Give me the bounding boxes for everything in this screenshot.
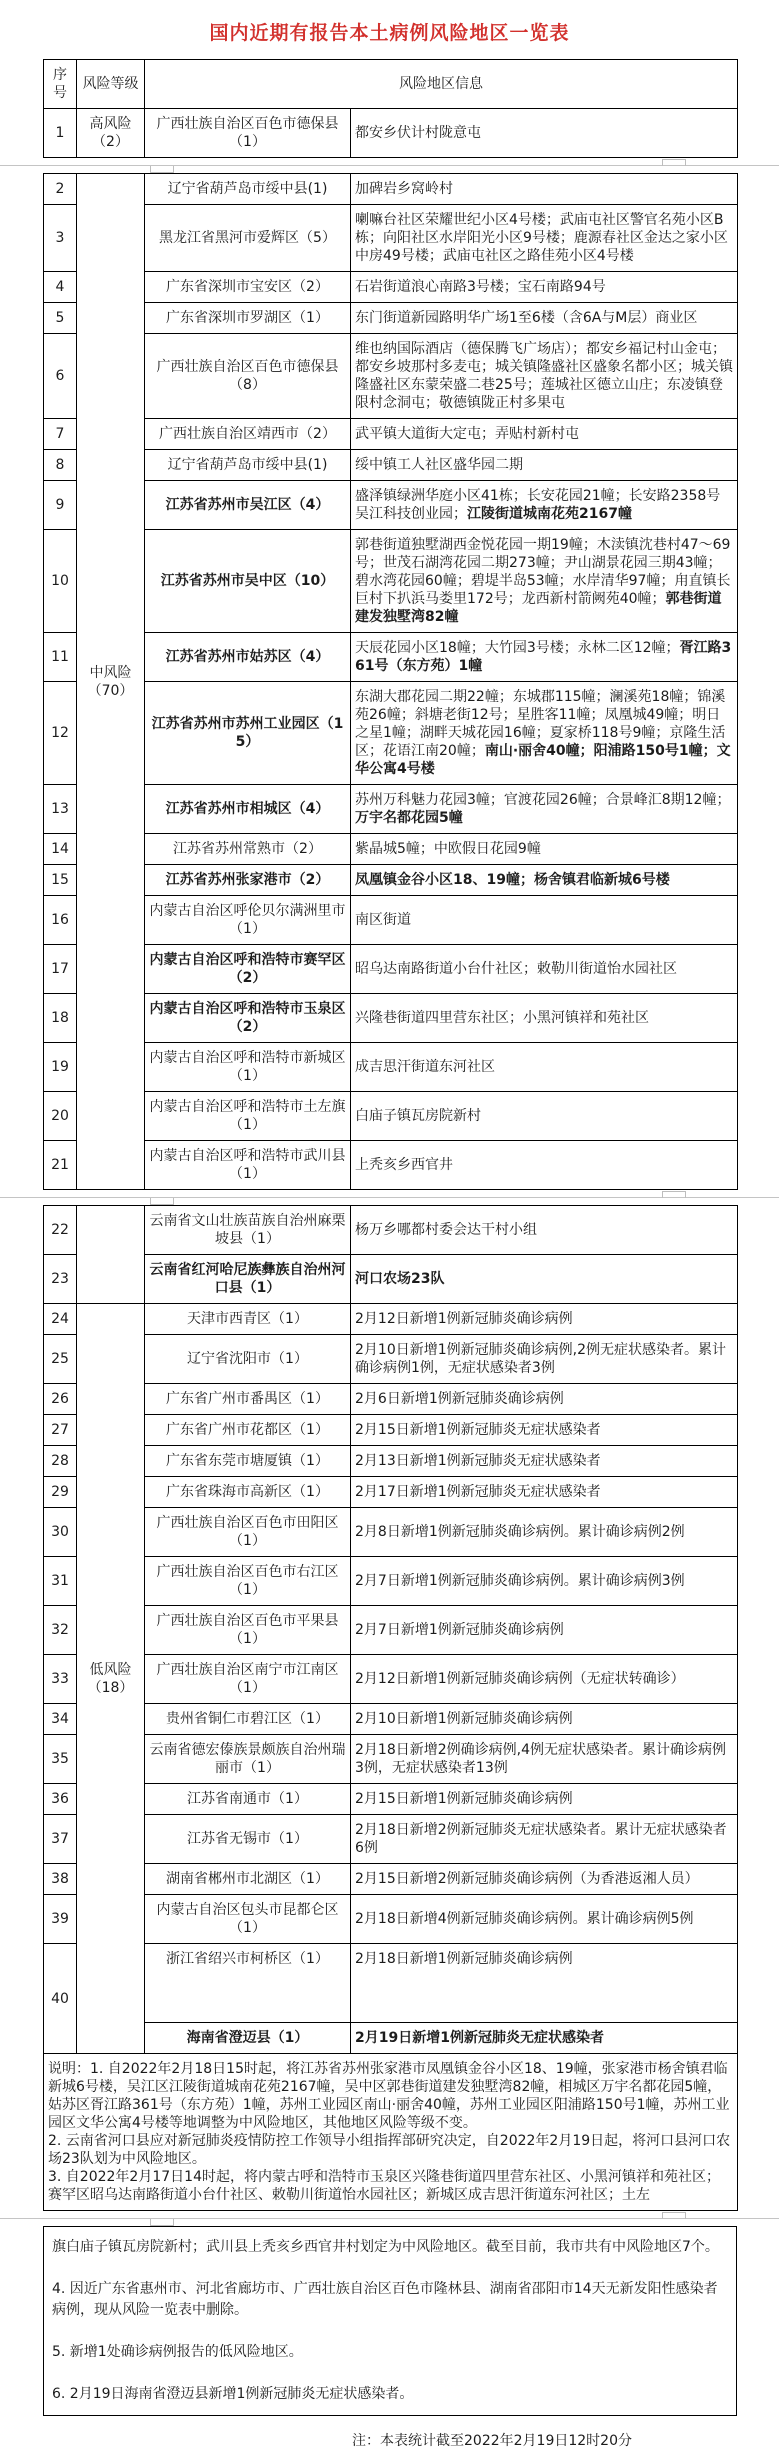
detail-text: 喇嘛台社区荣耀世纪小区4号楼；武庙屯社区警官名苑小区B栋；向阳社区水岸阳光小区9号楼；鹿源春社区金达之家小区中房49号楼；武庙屯社区之路佳苑小区4号楼 xyxy=(355,212,728,264)
detail-cell xyxy=(351,530,738,633)
table-continuation-mark xyxy=(150,166,174,173)
detail-text: 2月15日新增1例新冠肺炎确诊病例 xyxy=(355,1791,573,1807)
detail-cell xyxy=(351,1446,738,1477)
row-serial: 39 xyxy=(44,1895,77,1944)
location-cell: 黑龙江省黑河市爱辉区（5） xyxy=(145,205,351,272)
detail-text-bold: 郭巷街道建发独墅湾82幢 xyxy=(355,591,722,625)
table-row xyxy=(44,1092,738,1141)
table-continuation-mark xyxy=(150,1198,174,1205)
page-break xyxy=(0,2211,779,2226)
row-serial: 27 xyxy=(44,1415,77,1446)
table-row xyxy=(44,1415,738,1446)
table-row xyxy=(44,865,738,896)
detail-cell xyxy=(351,1092,738,1141)
detail-text: 东门街道新园路明华广场1至6楼（含6A与M层）商业区 xyxy=(355,310,698,326)
location-cell: 广东省广州市番禺区（1） xyxy=(145,1384,351,1415)
table-row xyxy=(44,945,738,994)
detail-text: 紫晶城5幢；中欧假日花园9幢 xyxy=(355,841,541,857)
location-cell: 广西壮族自治区百色市田阳区（1） xyxy=(145,1508,351,1557)
table-row xyxy=(44,1304,738,1335)
table-row xyxy=(44,1446,738,1477)
note-paragraph: 3. 自2022年2月17日14时起，将内蒙古呼和浩特市玉泉区兴隆巷街道四里营东社区、小黑河镇祥和苑社区；赛罕区昭乌达南路街道小台什社区、敕勒川街道怡水园社区；新城区成吉思汗街道东河社区；土左 xyxy=(48,2169,720,2203)
location-cell: 广东省广州市花都区（1） xyxy=(145,1415,351,1446)
row-serial: 19 xyxy=(44,1043,77,1092)
row-serial: 36 xyxy=(44,1784,77,1815)
detail-cell xyxy=(351,1864,738,1895)
table-continuation-mark xyxy=(662,2212,686,2219)
row-serial: 24 xyxy=(44,1304,77,1335)
location-cell: 江苏省苏州市吴江区（4） xyxy=(145,481,351,530)
risk-level-cell: 低风险（18） xyxy=(77,1304,145,2054)
row-serial: 3 xyxy=(44,205,77,272)
detail-text-bold: 胥江路361号（东方苑）1幢 xyxy=(355,640,732,674)
location-cell: 云南省文山壮族苗族自治州麻栗坡县（1） xyxy=(145,1206,351,1255)
row-serial: 40 xyxy=(44,1944,77,2054)
location-cell: 内蒙古自治区包头市昆都仑区（1） xyxy=(145,1895,351,1944)
detail-text: 加碑岩乡窝岭村 xyxy=(355,181,453,197)
detail-cell xyxy=(351,1704,738,1735)
row-serial: 11 xyxy=(44,633,77,682)
table-row xyxy=(44,785,738,834)
detail-cell xyxy=(351,682,738,785)
row-serial: 14 xyxy=(44,834,77,865)
detail-text: 杨万乡哪都村委会达干村小组 xyxy=(355,1222,537,1238)
note-blank-line xyxy=(52,2258,728,2279)
detail-cell xyxy=(351,633,738,682)
detail-text: 郭巷街道独墅湖西金悦花园一期19幢；木渎镇沈巷村47～69号；世茂石湖湾花园二期273幢；尹山湖景花园三期43幢；碧水湾花园60幢；碧堤半岛53幢；水岸清华97幢；甪直镇长巨村下扒浜马娄里172号；龙西新村箭阙苑40幢； xyxy=(355,537,731,607)
detail-cell xyxy=(351,1384,738,1415)
page-break xyxy=(0,1190,779,1205)
detail-text: 兴隆巷街道四里营东社区；小黑河镇祥和苑社区 xyxy=(355,1010,649,1026)
detail-cell xyxy=(351,785,738,834)
detail-text: 都安乡伏计村陇意屯 xyxy=(355,125,481,141)
note-paragraph: 旗白庙子镇瓦房院新村；武川县上秃亥乡西官井村划定为中风险地区。截至目前，我市共有中风险地区7个。 xyxy=(52,2239,719,2255)
table-row xyxy=(44,682,738,785)
risk-level-cell xyxy=(77,1206,145,1304)
row-serial: 13 xyxy=(44,785,77,834)
detail-text-bold: 河口农场23队 xyxy=(355,1271,445,1287)
header-area-info: 风险地区信息 xyxy=(145,60,738,109)
detail-text-bold: 万宇名都花园5幢 xyxy=(355,810,463,826)
row-serial: 12 xyxy=(44,682,77,785)
detail-text: 2月10日新增1例新冠肺炎确诊病例,2例无症状感染者。累计确诊病例1例，无症状感染者3例 xyxy=(355,1342,726,1376)
table-row xyxy=(44,1864,738,1895)
detail-cell xyxy=(351,1043,738,1092)
detail-cell xyxy=(351,945,738,994)
row-serial: 9 xyxy=(44,481,77,530)
row-serial: 33 xyxy=(44,1655,77,1704)
table-row xyxy=(44,1655,738,1704)
location-cell: 广东省东莞市塘厦镇（1） xyxy=(145,1446,351,1477)
location-cell: 江苏省苏州市姑苏区（4） xyxy=(145,633,351,682)
table-row xyxy=(44,1704,738,1735)
table-row xyxy=(44,530,738,633)
table-row xyxy=(44,481,738,530)
table-row xyxy=(44,1815,738,1864)
table-row xyxy=(44,1784,738,1815)
footer-statistics-note: 注：本表统计截至2022年2月19日12时20分 xyxy=(352,2433,632,2449)
detail-cell xyxy=(351,1944,738,2023)
note-paragraph: 2. 云南省河口县应对新冠肺炎疫情防控工作领导小组指挥部研究决定，自2022年2月19日起，将河口县河口农场23队划为中风险地区。 xyxy=(48,2133,731,2167)
location-cell: 云南省红河哈尼族彝族自治州河口县（1） xyxy=(145,1255,351,1304)
table-row xyxy=(44,1606,738,1655)
detail-text-bold: 凤凰镇金谷小区18、19幢；杨舍镇君临新城6号楼 xyxy=(355,872,670,888)
detail-cell xyxy=(351,1206,738,1255)
location-cell: 云南省德宏傣族景颇族自治州瑞丽市（1） xyxy=(145,1735,351,1784)
detail-text: 2月15日新增2例新冠肺炎确诊病例（为香港返湘人员） xyxy=(355,1871,699,1887)
detail-cell xyxy=(351,1141,738,1190)
row-serial: 5 xyxy=(44,303,77,334)
location-cell: 广东省珠海市高新区（1） xyxy=(145,1477,351,1508)
risk-table-page1 xyxy=(43,59,738,158)
table-header-row xyxy=(44,60,738,109)
row-serial: 16 xyxy=(44,896,77,945)
detail-text-bold: 江陵街道城南花苑2167幢 xyxy=(467,506,632,522)
row-serial: 18 xyxy=(44,994,77,1043)
detail-cell xyxy=(351,1415,738,1446)
note-paragraph: 4. 因近广东省惠州市、河北省廊坊市、广西壮族自治区百色市隆林县、湖南省邵阳市14天无新发阳性感染者病例，现从风险一览表中删除。 xyxy=(52,2281,718,2318)
detail-text: 成吉思汗街道东河社区 xyxy=(355,1059,495,1075)
location-cell: 江苏省苏州张家港市（2） xyxy=(145,865,351,896)
location-cell: 内蒙古自治区呼和浩特市赛罕区（2） xyxy=(145,945,351,994)
location-cell: 内蒙古自治区呼和浩特市武川县（1） xyxy=(145,1141,351,1190)
row-serial: 20 xyxy=(44,1092,77,1141)
detail-text: 南区街道 xyxy=(355,912,411,928)
header-serial: 序号 xyxy=(44,60,77,109)
table-row xyxy=(44,272,738,303)
detail-cell xyxy=(351,481,738,530)
table-row xyxy=(44,450,738,481)
table-row xyxy=(44,896,738,945)
detail-text: 2月12日新增1例新冠肺炎确诊病例（无症状转确诊） xyxy=(355,1671,685,1687)
row-serial: 29 xyxy=(44,1477,77,1508)
location-cell: 广东省深圳市罗湖区（1） xyxy=(145,303,351,334)
location-cell: 广西壮族自治区百色市平果县（1） xyxy=(145,1606,351,1655)
risk-level-cell: 中风险（70） xyxy=(77,174,145,1190)
detail-text: 上秃亥乡西官井 xyxy=(355,1157,453,1173)
detail-text: 天辰花园小区18幢；大竹园3号楼；永林二区12幢； xyxy=(355,640,680,656)
table-continuation-mark xyxy=(662,1191,686,1198)
table-continuation-mark xyxy=(150,2219,174,2226)
location-cell: 内蒙古自治区呼和浩特市土左旗（1） xyxy=(145,1092,351,1141)
detail-text: 2月17日新增1例新冠肺炎无症状感染者 xyxy=(355,1484,601,1500)
detail-text: 2月6日新增1例新冠肺炎确诊病例 xyxy=(355,1391,564,1407)
location-cell: 江苏省苏州常熟市（2） xyxy=(145,834,351,865)
table-row xyxy=(44,633,738,682)
table-row xyxy=(44,1508,738,1557)
location-cell: 广西壮族自治区靖西市（2） xyxy=(145,419,351,450)
location-cell: 贵州省铜仁市碧江区（1） xyxy=(145,1704,351,1735)
detail-cell xyxy=(351,1557,738,1606)
detail-text: 盛泽镇绿洲华庭小区41栋；长安花园21幢；长安路2358号吴江科技创业园； xyxy=(355,488,721,522)
risk-table-page2 xyxy=(43,173,738,1190)
detail-text: 武平镇大道街大定屯；弄贴村新村屯 xyxy=(355,426,579,442)
detail-text: 2月18日新增4例新冠肺炎确诊病例。累计确诊病例5例 xyxy=(355,1911,694,1927)
location-cell: 内蒙古自治区呼和浩特市玉泉区（2） xyxy=(145,994,351,1043)
location-cell: 江苏省苏州市相城区（4） xyxy=(145,785,351,834)
row-serial: 26 xyxy=(44,1384,77,1415)
table-row xyxy=(44,1477,738,1508)
location-cell: 江苏省南通市（1） xyxy=(145,1784,351,1815)
table-row xyxy=(44,1735,738,1784)
row-serial: 7 xyxy=(44,419,77,450)
risk-level-cell: 高风险（2） xyxy=(77,109,145,158)
detail-text: 2月18日新增2例确诊病例,4例无症状感染者。累计确诊病例3例，无症状感染者13例 xyxy=(355,1742,726,1776)
row-serial: 37 xyxy=(44,1815,77,1864)
detail-cell xyxy=(351,205,738,272)
table-row xyxy=(44,1895,738,1944)
detail-cell xyxy=(351,334,738,419)
detail-cell xyxy=(351,1304,738,1335)
notes-continuation-box xyxy=(43,2226,737,2416)
table-row xyxy=(44,1206,738,1255)
row-serial: 30 xyxy=(44,1508,77,1557)
detail-text-bold: 南山·丽舍40幢；阳浦路150号1幢；文华公寓4号楼 xyxy=(355,743,731,777)
detail-cell xyxy=(351,834,738,865)
row-serial: 34 xyxy=(44,1704,77,1735)
detail-cell xyxy=(351,1477,738,1508)
detail-cell xyxy=(351,1655,738,1704)
note-blank-line xyxy=(52,2363,728,2384)
location-cell: 辽宁省沈阳市（1） xyxy=(145,1335,351,1384)
location-cell: 内蒙古自治区呼伦贝尔满洲里市（1） xyxy=(145,896,351,945)
row-serial: 8 xyxy=(44,450,77,481)
location-cell: 广西壮族自治区百色市右江区（1） xyxy=(145,1557,351,1606)
detail-cell xyxy=(351,272,738,303)
table-row xyxy=(44,1141,738,1190)
row-serial: 4 xyxy=(44,272,77,303)
detail-cell xyxy=(351,994,738,1043)
detail-text: 绥中镇工人社区盛华园二期 xyxy=(355,457,523,473)
detail-text: 石岩街道浪心南路3号楼；宝石南路94号 xyxy=(355,279,606,295)
table-row xyxy=(44,419,738,450)
location-cell: 广西壮族自治区百色市德保县（8） xyxy=(145,334,351,419)
table-row xyxy=(44,1043,738,1092)
detail-text: 苏州万科魅力花园3幢；官渡花园26幢；合景峰汇8期12幢； xyxy=(355,792,731,808)
location-cell: 辽宁省葫芦岛市绥中县(1) xyxy=(145,174,351,205)
notes-text xyxy=(44,2054,738,2211)
location-cell: 湖南省郴州市北湖区（1） xyxy=(145,1864,351,1895)
row-serial: 32 xyxy=(44,1606,77,1655)
location-cell: 天津市西青区（1） xyxy=(145,1304,351,1335)
table-row xyxy=(44,994,738,1043)
location-cell: 辽宁省葫芦岛市绥中县(1) xyxy=(145,450,351,481)
detail-cell xyxy=(351,865,738,896)
location-cell: 江苏省无锡市（1） xyxy=(145,1815,351,1864)
detail-text: 2月7日新增1例新冠肺炎确诊病例。累计确诊病例3例 xyxy=(355,1573,685,1589)
location-cell: 广西壮族自治区百色市德保县（1） xyxy=(145,109,351,158)
row-serial: 17 xyxy=(44,945,77,994)
table-row xyxy=(44,1944,738,2023)
notes-row xyxy=(44,2054,738,2211)
detail-cell xyxy=(351,450,738,481)
detail-cell xyxy=(351,1606,738,1655)
table-row xyxy=(44,205,738,272)
detail-text: 东湖大郡花园二期22幢；东城郡115幢；澜溪苑18幢；锦溪苑26幢；斜塘老街12号；星胜客11幢；凤凰城49幢；明日之星1幢；湖畔天城花园16幢；夏家桥118号9幢；京隆生活区；花语江南20幢； xyxy=(355,689,726,759)
detail-text: 2月10日新增1例新冠肺炎确诊病例 xyxy=(355,1711,573,1727)
table-continuation-mark xyxy=(662,159,686,166)
detail-text: 2月12日新增1例新冠肺炎确诊病例 xyxy=(355,1311,573,1327)
row-serial: 23 xyxy=(44,1255,77,1304)
row-serial: 25 xyxy=(44,1335,77,1384)
row-serial: 6 xyxy=(44,334,77,419)
detail-cell xyxy=(351,1815,738,1864)
note-blank-line xyxy=(52,2321,728,2342)
detail-text: 昭乌达南路街道小台什社区；敕勒川街道怡水园社区 xyxy=(355,961,677,977)
risk-table-page3 xyxy=(43,1205,738,2211)
table-row xyxy=(44,1335,738,1384)
detail-cell xyxy=(351,1735,738,1784)
table-row xyxy=(44,1255,738,1304)
detail-cell xyxy=(351,109,738,158)
header-risk-level: 风险等级 xyxy=(77,60,145,109)
detail-cell xyxy=(351,1335,738,1384)
row-serial: 38 xyxy=(44,1864,77,1895)
location-cell: 广西壮族自治区南宁市江南区（1） xyxy=(145,1655,351,1704)
location-cell: 广东省深圳市宝安区（2） xyxy=(145,272,351,303)
table-row xyxy=(44,1557,738,1606)
location-cell: 海南省澄迈县（1） xyxy=(145,2023,351,2054)
table-row xyxy=(44,109,738,158)
detail-text: 2月13日新增1例新冠肺炎无症状感染者 xyxy=(355,1453,601,1469)
detail-cell xyxy=(351,419,738,450)
location-cell: 江苏省苏州市苏州工业园区（15） xyxy=(145,682,351,785)
detail-text: 2月18日新增2例新冠肺炎无症状感染者。累计无症状感染者6例 xyxy=(355,1822,727,1856)
detail-cell xyxy=(351,174,738,205)
detail-cell xyxy=(351,303,738,334)
detail-text: 2月8日新增1例新冠肺炎确诊病例。累计确诊病例2例 xyxy=(355,1524,685,1540)
location-cell: 浙江省绍兴市柯桥区（1） xyxy=(145,1944,351,2023)
detail-text: 2月7日新增1例新冠肺炎确诊病例 xyxy=(355,1622,564,1638)
detail-text: 2月18日新增1例新冠肺炎确诊病例 xyxy=(355,1951,573,1967)
row-serial: 22 xyxy=(44,1206,77,1255)
detail-cell xyxy=(351,1895,738,1944)
row-serial: 28 xyxy=(44,1446,77,1477)
location-cell: 内蒙古自治区呼和浩特市新城区（1） xyxy=(145,1043,351,1092)
detail-cell xyxy=(351,896,738,945)
row-serial: 2 xyxy=(44,174,77,205)
row-serial: 10 xyxy=(44,530,77,633)
table-row xyxy=(44,834,738,865)
table-row xyxy=(44,174,738,205)
detail-cell xyxy=(351,1784,738,1815)
table-row xyxy=(44,303,738,334)
detail-cell xyxy=(351,2023,738,2054)
row-serial: 35 xyxy=(44,1735,77,1784)
row-serial: 31 xyxy=(44,1557,77,1606)
table-row xyxy=(44,334,738,419)
detail-text: 白庙子镇瓦房院新村 xyxy=(355,1108,481,1124)
detail-cell xyxy=(351,1255,738,1304)
detail-text: 维也纳国际酒店（德保腾飞广场店）；都安乡福记村山金屯；都安乡坡那村多麦屯；城关镇隆盛社区盛象名都小区；城关镇隆盛社区东蒙荣盛二巷25号；莲城社区德立山庄；东凌镇登限村念洞屯；敬德镇陇正村多果屯 xyxy=(355,341,733,411)
page-title: 国内近期有报告本土病例风险地区一览表 xyxy=(209,22,570,44)
detail-text: 2月15日新增1例新冠肺炎无症状感染者 xyxy=(355,1422,601,1438)
detail-text-bold: 2月19日新增1例新冠肺炎无症状感染者 xyxy=(355,2030,604,2046)
note-paragraph: 说明：1. 自2022年2月18日15时起，将江苏省苏州张家港市凤凰镇金谷小区18、19幢，张家港市杨舍镇君临新城6号楼，吴江区江陵街道城南花苑2167幢，吴中区郭巷街道建发独墅湾82幢，相城区万宇名都花园5幢，姑苏区胥江路361号（东方苑）1幢，苏州工业园区南山·丽舍40幢，苏州工业园区阳浦路150号1幢，苏州工业园区文华公寓4号楼等地调整为中风险地区，其他地区风险等级不变。 xyxy=(48,2061,730,2131)
table-row xyxy=(44,2023,738,2054)
row-serial: 1 xyxy=(44,109,77,158)
row-serial: 21 xyxy=(44,1141,77,1190)
table-row xyxy=(44,1384,738,1415)
note-paragraph: 6. 2月19日海南省澄迈县新增1例新冠肺炎无症状感染者。 xyxy=(52,2386,414,2402)
row-serial: 15 xyxy=(44,865,77,896)
detail-cell xyxy=(351,1508,738,1557)
location-cell: 江苏省苏州市吴中区（10） xyxy=(145,530,351,633)
note-paragraph: 5. 新增1处确诊病例报告的低风险地区。 xyxy=(52,2344,303,2360)
page-break xyxy=(0,158,779,173)
